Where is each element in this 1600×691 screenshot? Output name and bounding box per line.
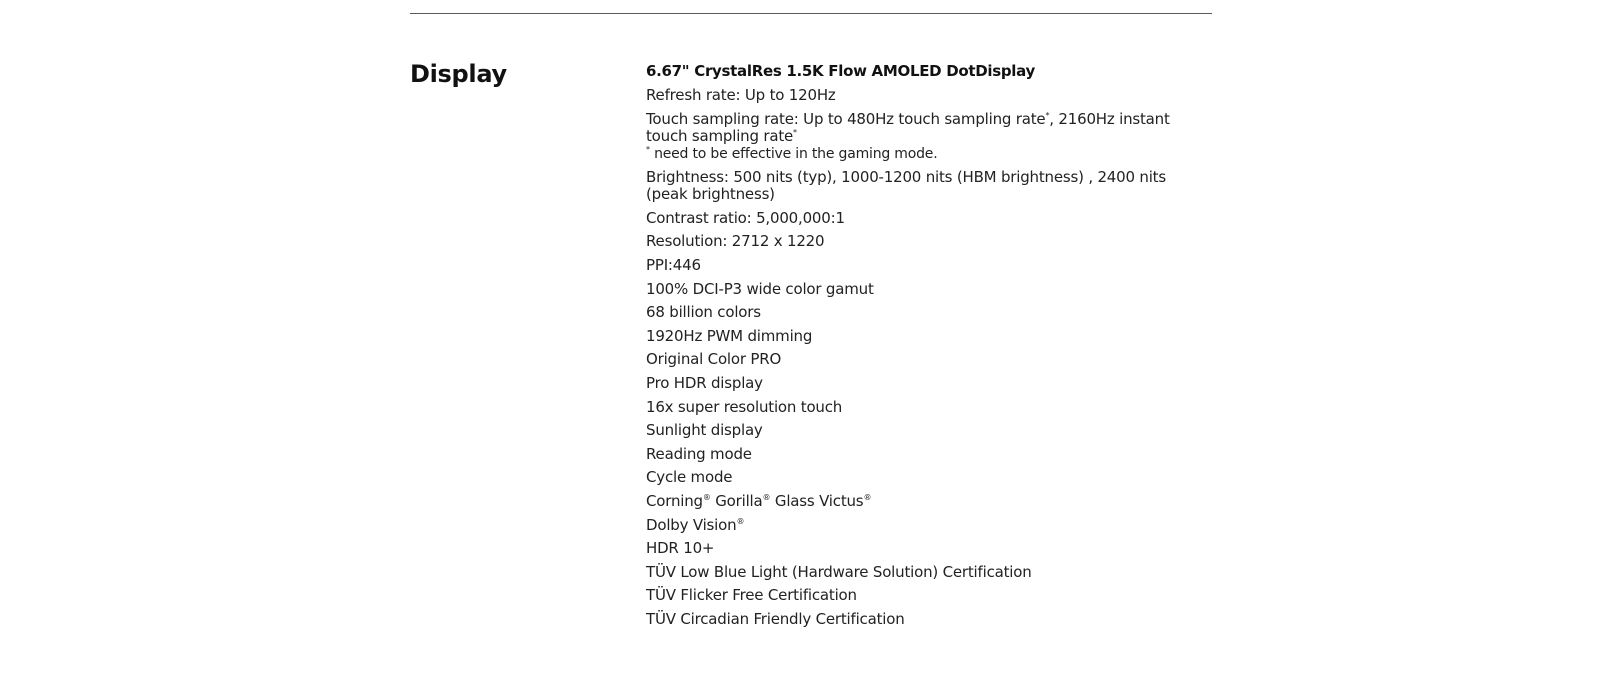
registered-mark: ® (702, 492, 711, 502)
section-divider (410, 13, 1212, 14)
spec-resolution: Resolution: 2712 x 1220 (646, 232, 825, 251)
dolby-text: Dolby Vision (646, 515, 737, 534)
spec-cycle-mode: Cycle mode (646, 468, 733, 487)
spec-brightness: Brightness: 500 nits (typ), 1000-1200 nits (HBM brightness) , 2400 nits (peak brightness) (646, 168, 1166, 204)
spec-contrast: Contrast ratio: 5,000,000:1 (646, 208, 845, 227)
spec-tuv-low-blue: TÜV Low Blue Light (Hardware Solution) Certification (646, 562, 1032, 581)
display-spec-list (646, 63, 1191, 628)
spec-ppi: PPI:446 (646, 255, 701, 274)
spec-sunlight: Sunlight display (646, 421, 763, 440)
glass-victus: Glass Victus (770, 491, 864, 510)
registered-mark: ® (762, 492, 771, 502)
touch-footnote (646, 146, 937, 162)
spec-touch-resolution: 16x super resolution touch (646, 397, 843, 416)
glass-corning: Corning (646, 491, 703, 510)
spec-hdr10: HDR 10+ (646, 539, 715, 558)
asterisk-mark: * (793, 127, 797, 137)
spec-color-gamut: 100% DCI-P3 wide color gamut (646, 279, 874, 298)
spec-pwm: 1920Hz PWM dimming (646, 326, 813, 345)
spec-hdr-display: Pro HDR display (646, 373, 763, 392)
spec-original-color: Original Color PRO (646, 350, 782, 369)
asterisk-mark: * (1045, 110, 1050, 120)
spec-touch-sampling (646, 111, 1191, 163)
registered-mark: ® (863, 492, 872, 502)
spec-colors: 68 billion colors (646, 303, 761, 322)
spec-reading-mode: Reading mode (646, 444, 752, 463)
glass-gorilla: Gorilla (710, 491, 763, 510)
spec-dolby-vision (646, 517, 1191, 534)
spec-tuv-circadian: TÜV Circadian Friendly Certification (646, 609, 905, 628)
spec-glass (646, 493, 1191, 510)
asterisk-mark: * (646, 144, 650, 154)
display-headline: 6.67" CrystalRes 1.5K Flow AMOLED DotDisplay (646, 62, 1035, 80)
touch-sampling-text: Touch sampling rate: Up to 480Hz touch sampling rate (646, 109, 1046, 128)
section-title: Display (410, 60, 507, 88)
spec-refresh-rate: Refresh rate: Up to 120Hz (646, 86, 836, 104)
touch-instant-text: , 2160Hz instant touch sampling rate (646, 109, 1170, 145)
touch-footnote-text: need to be effective in the gaming mode. (649, 145, 938, 162)
registered-mark: ® (736, 516, 745, 526)
spec-tuv-flicker: TÜV Flicker Free Certification (646, 586, 857, 605)
